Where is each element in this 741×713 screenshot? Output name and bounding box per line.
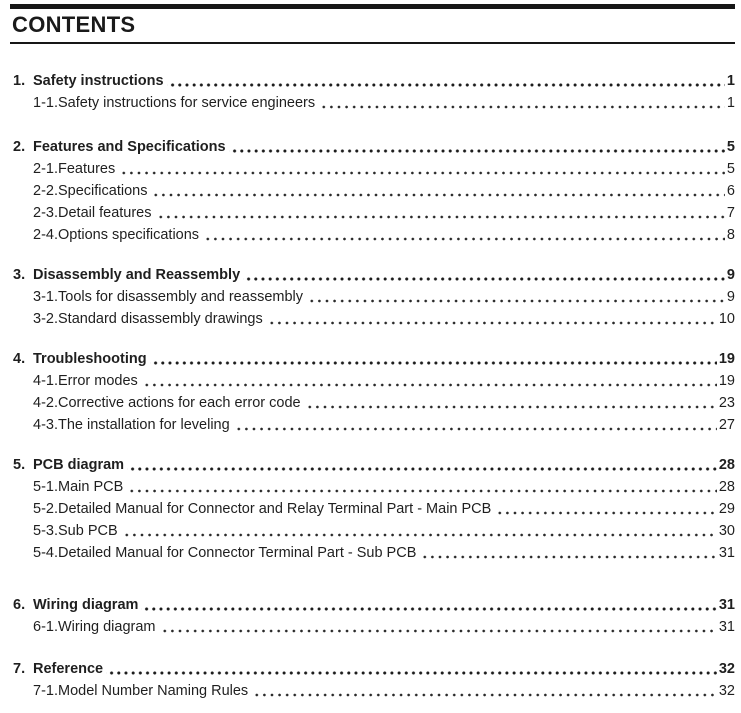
toc-subsection-title: Detailed Manual for Connector Terminal Part - Sub PCB: [58, 545, 417, 561]
toc-section: [10, 348, 735, 436]
toc-section: [10, 594, 735, 638]
toc-page-number: 6: [726, 183, 735, 199]
toc-section-number: 5.: [13, 457, 26, 473]
toc-page-number: 10: [718, 311, 735, 327]
toc-section-title: Safety instructions: [33, 73, 164, 89]
toc-subsection-row: [13, 542, 735, 564]
toc-section-title: Features and Specifications: [33, 139, 226, 155]
toc-page-number: 19: [718, 373, 735, 389]
toc-subsection-number: 3-1.: [33, 289, 58, 305]
toc-page-number: 32: [718, 661, 735, 677]
toc-subsection-number: 1-1.: [33, 95, 58, 111]
toc-subsection-title: Tools for disassembly and reassembly: [58, 289, 303, 305]
toc-subsection-title: Corrective actions for each error code: [58, 395, 301, 411]
toc-subsection-number: 4-1.: [33, 373, 58, 389]
toc-section-number: 1.: [13, 73, 26, 89]
toc-page-number: 1: [726, 95, 735, 111]
dot-leader: [126, 476, 717, 498]
toc-page-number: 9: [726, 289, 735, 305]
dot-leader: [121, 520, 717, 542]
toc-page-number: 7: [726, 205, 735, 221]
dot-leader: [202, 224, 725, 246]
toc-subsection-number: 5-1.: [33, 479, 58, 495]
toc-section: [10, 658, 735, 702]
toc-subsection-title: Model Number Naming Rules: [58, 683, 249, 699]
toc-page-number: 30: [718, 523, 735, 539]
toc-subsection-title: The installation for leveling: [58, 417, 230, 433]
dot-leader: [106, 658, 717, 680]
toc-page-number: 29: [718, 501, 735, 517]
dot-leader: [306, 286, 725, 308]
dot-leader: [141, 594, 716, 616]
toc-section-title: PCB diagram: [33, 457, 125, 473]
dot-leader: [318, 92, 725, 114]
toc-subsection-title: Options specifications: [58, 227, 200, 243]
toc-subsection-number: 2-4.: [33, 227, 58, 243]
toc-subsection-title: Sub PCB: [58, 523, 118, 539]
toc-page-number: 9: [726, 267, 735, 283]
toc-section-number: 4.: [13, 351, 26, 367]
toc-subsection-row: [13, 202, 735, 224]
dot-leader: [155, 202, 725, 224]
toc-page-number: 32: [718, 683, 735, 699]
toc-section: [10, 264, 735, 330]
toc-subsection-row: [13, 370, 735, 392]
dot-leader: [266, 308, 717, 330]
toc-page-number: 1: [726, 73, 735, 89]
toc-section-number: 7.: [13, 661, 26, 677]
title-underline-rule: [10, 42, 735, 44]
toc-subsection-row: [13, 392, 735, 414]
dot-leader: [167, 70, 725, 92]
toc-page-number: 23: [718, 395, 735, 411]
toc-subsection-title: Error modes: [58, 373, 138, 389]
toc-subsection-title: Wiring diagram: [58, 619, 156, 635]
toc-subsection-row: [13, 616, 735, 638]
toc-subsection-number: 5-4.: [33, 545, 58, 561]
dot-leader: [159, 616, 717, 638]
toc-subsection-row: [13, 520, 735, 542]
toc-subsection-number: 2-2.: [33, 183, 58, 199]
dot-leader: [141, 370, 717, 392]
toc-section-title: Wiring diagram: [33, 597, 139, 613]
toc-subsection-number: 4-2.: [33, 395, 58, 411]
toc-page-number: 28: [718, 457, 735, 473]
toc-subsection-number: 5-2.: [33, 501, 58, 517]
toc-page-number: 8: [726, 227, 735, 243]
toc-subsection-row: [13, 180, 735, 202]
toc-section-title: Disassembly and Reassembly: [33, 267, 241, 283]
page-title: CONTENTS: [12, 12, 136, 37]
toc-section: [10, 136, 735, 246]
dot-leader: [494, 498, 717, 520]
toc-section: [10, 454, 735, 564]
toc-page-number: 19: [718, 351, 735, 367]
toc-section-number: 3.: [13, 267, 26, 283]
toc-page-number: 31: [718, 597, 735, 613]
toc-subsection-row: [13, 308, 735, 330]
dot-leader: [419, 542, 716, 564]
toc-section-title: Troubleshooting: [33, 351, 147, 367]
toc-subsection-title: Main PCB: [58, 479, 124, 495]
toc-subsection-title: Standard disassembly drawings: [58, 311, 263, 327]
dot-leader: [243, 264, 725, 286]
top-rule-bar: [10, 4, 735, 9]
toc-subsection-title: Features: [58, 161, 116, 177]
toc-section-number: 2.: [13, 139, 26, 155]
toc-subsection-number: 6-1.: [33, 619, 58, 635]
dot-leader: [251, 680, 717, 702]
toc-page-number: 27: [718, 417, 735, 433]
toc-section-row: [13, 594, 735, 616]
toc-section-row: [13, 70, 735, 92]
dot-leader: [233, 414, 717, 436]
table-of-contents: [10, 70, 735, 702]
dot-leader: [304, 392, 717, 414]
toc-subsection-row: [13, 414, 735, 436]
toc-section-number: 6.: [13, 597, 26, 613]
toc-section: [10, 70, 735, 114]
toc-section-row: [13, 454, 735, 476]
toc-subsection-number: 2-1.: [33, 161, 58, 177]
toc-subsection-number: 7-1.: [33, 683, 58, 699]
toc-subsection-row: [13, 498, 735, 520]
toc-page-number: 31: [718, 619, 735, 635]
toc-subsection-number: 5-3.: [33, 523, 58, 539]
toc-subsection-title: Detail features: [58, 205, 152, 221]
toc-subsection-row: [13, 476, 735, 498]
toc-subsection-number: 3-2.: [33, 311, 58, 327]
toc-page-number: 5: [726, 161, 735, 177]
toc-section-title: Reference: [33, 661, 104, 677]
toc-subsection-row: [13, 224, 735, 246]
toc-subsection-number: 4-3.: [33, 417, 58, 433]
toc-subsection-title: Specifications: [58, 183, 148, 199]
dot-leader: [127, 454, 717, 476]
toc-subsection-row: [13, 680, 735, 702]
toc-subsection-title: Safety instructions for service engineers: [58, 95, 316, 111]
dot-leader: [150, 180, 724, 202]
toc-subsection-number: 2-3.: [33, 205, 58, 221]
toc-subsection-title: Detailed Manual for Connector and Relay Terminal Part - Main PCB: [58, 501, 492, 517]
dot-leader: [229, 136, 725, 158]
toc-section-row: [13, 136, 735, 158]
dot-leader: [150, 348, 717, 370]
toc-section-row: [13, 658, 735, 680]
toc-page-number: 5: [726, 139, 735, 155]
toc-subsection-row: [13, 92, 735, 114]
toc-section-row: [13, 348, 735, 370]
toc-subsection-row: [13, 286, 735, 308]
toc-page-number: 28: [718, 479, 735, 495]
toc-section-row: [13, 264, 735, 286]
toc-subsection-row: [13, 158, 735, 180]
dot-leader: [118, 158, 725, 180]
toc-page-number: 31: [718, 545, 735, 561]
